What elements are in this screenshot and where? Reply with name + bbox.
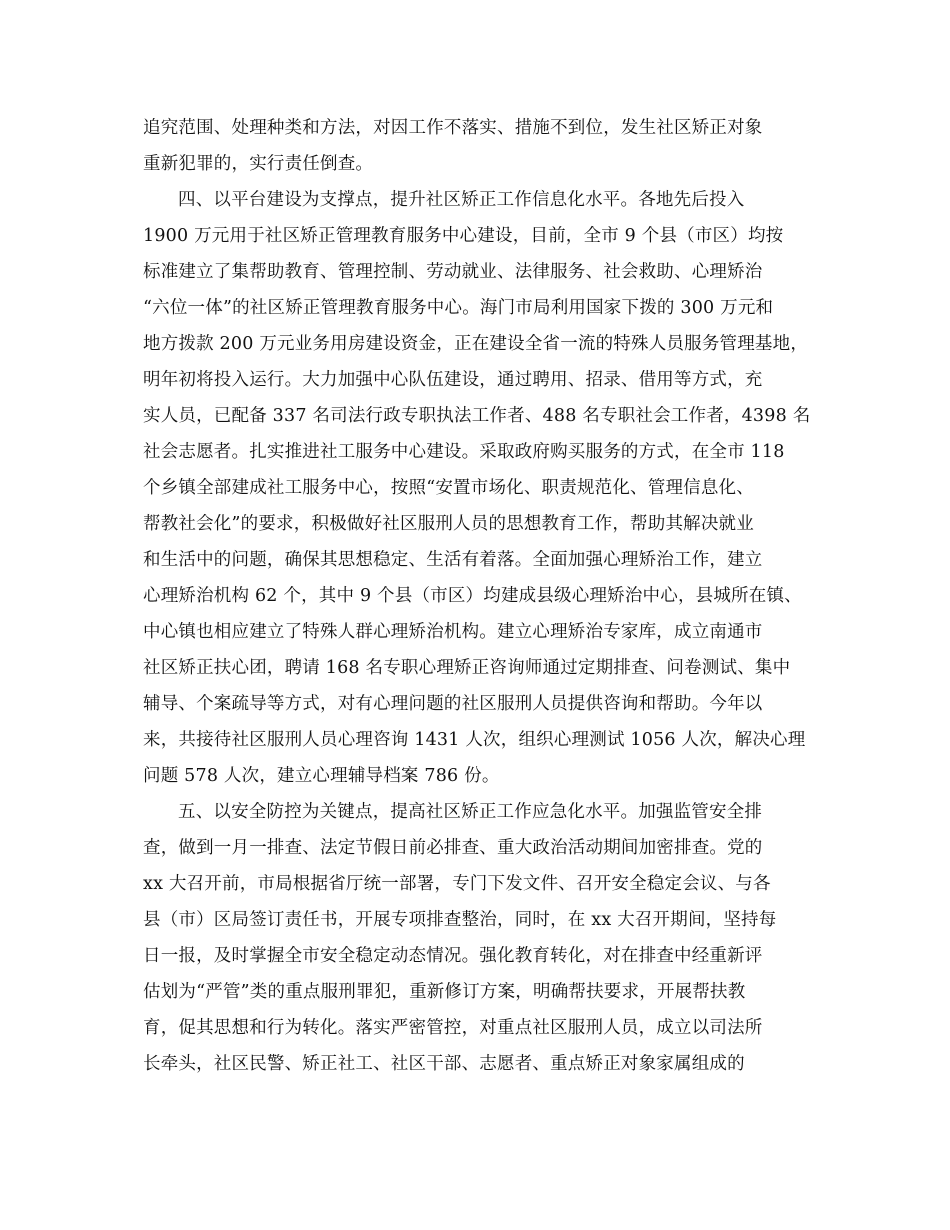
text-line: 帮教社会化”的要求，积极做好社区服刑人员的思想教育工作，帮助其解决就业 <box>143 514 754 534</box>
text-line: 明年初将投入运行。大力加强中心队伍建设，通过聘用、招录、借用等方式，充 <box>143 370 763 390</box>
text-line: 和生活中的问题，确保其思想稳定、生活有着落。全面加强心理矫治工作，建立 <box>143 550 763 570</box>
text-line: 长牵头，社区民警、矫正社工、社区干部、志愿者、重点矫正对象家属组成的 <box>143 1054 745 1074</box>
section-five-heading-line: 五、以安全防控为关键点，提高社区矫正工作应急化水平。加强监管安全排 <box>178 802 763 822</box>
text-line: 个乡镇全部建成社工服务中心，按照“安置市场化、职责规范化、管理信息化、 <box>143 478 754 498</box>
text-line: 实人员，已配备 337 名司法行政专职执法工作者、488 名专职社会工作者，4398 名 <box>143 406 811 426</box>
text-line: 社会志愿者。扎实推进社工服务中心建设。采取政府购买服务的方式，在全市 118 <box>143 442 785 462</box>
text-line: 估划为“严管”类的重点服刑罪犯，重新修订方案，明确帮扶要求，开展帮扶教 <box>143 982 746 1002</box>
text-line: 日一报，及时掌握全市安全稳定动态情况。强化教育转化，对在排查中经重新评 <box>143 946 763 966</box>
text-line: 问题 578 人次，建立心理辅导档案 786 份。 <box>143 766 500 786</box>
text-line: 中心镇也相应建立了特殊人群心理矫治机构。建立心理矫治专家库，成立南通市 <box>143 622 763 642</box>
text-line: 县（市）区局签订责任书，开展专项排查整治，同时，在 xx 大召开期间，坚持每 <box>143 910 777 930</box>
text-line: 辅导、个案疏导等方式，对有心理问题的社区服刑人员提供咨询和帮助。今年以 <box>143 694 763 714</box>
text-line: 心理矫治机构 62 个，其中 9 个县（市区）均建成县级心理矫治中心，县城所在镇、 <box>143 586 802 606</box>
section-four-heading-line: 四、以平台建设为支撑点，提升社区矫正工作信息化水平。各地先后投入 <box>178 190 745 210</box>
text-line: 重新犯罪的，实行责任倒查。 <box>143 154 374 174</box>
text-line: 追究范围、处理种类和方法，对因工作不落实、措施不到位，发生社区矫正对象 <box>143 118 763 138</box>
text-line: 查，做到一月一排查、法定节假日前必排查、重大政治活动期间加密排查。党的 <box>143 838 763 858</box>
text-line: “六位一体”的社区矫正管理教育服务中心。海门市局利用国家下拨的 300 万元和 <box>143 298 774 318</box>
text-line: 地方拨款 200 万元业务用房建设资金，正在建设全省一流的特殊人员服务管理基地， <box>143 334 809 354</box>
text-line: xx 大召开前，市局根据省厅统一部署，专门下发文件、召开安全稳定会议、与各 <box>143 874 771 894</box>
text-line: 来，共接待社区服刑人员心理咨询 1431 人次，组织心理测试 1056 人次，解决心理 <box>143 730 806 750</box>
text-line: 1900 万元用于社区矫正管理教育服务中心建设，目前，全市 9 个县（市区）均按 <box>143 226 784 246</box>
text-line: 育，促其思想和行为转化。落实严密管控，对重点社区服刑人员，成立以司法所 <box>143 1018 763 1038</box>
text-line: 标准建立了集帮助教育、管理控制、劳动就业、法律服务、社会救助、心理矫治 <box>143 262 763 282</box>
text-line: 社区矫正扶心团，聘请 168 名专职心理矫正咨询师通过定期排查、问卷测试、集中 <box>143 658 791 678</box>
